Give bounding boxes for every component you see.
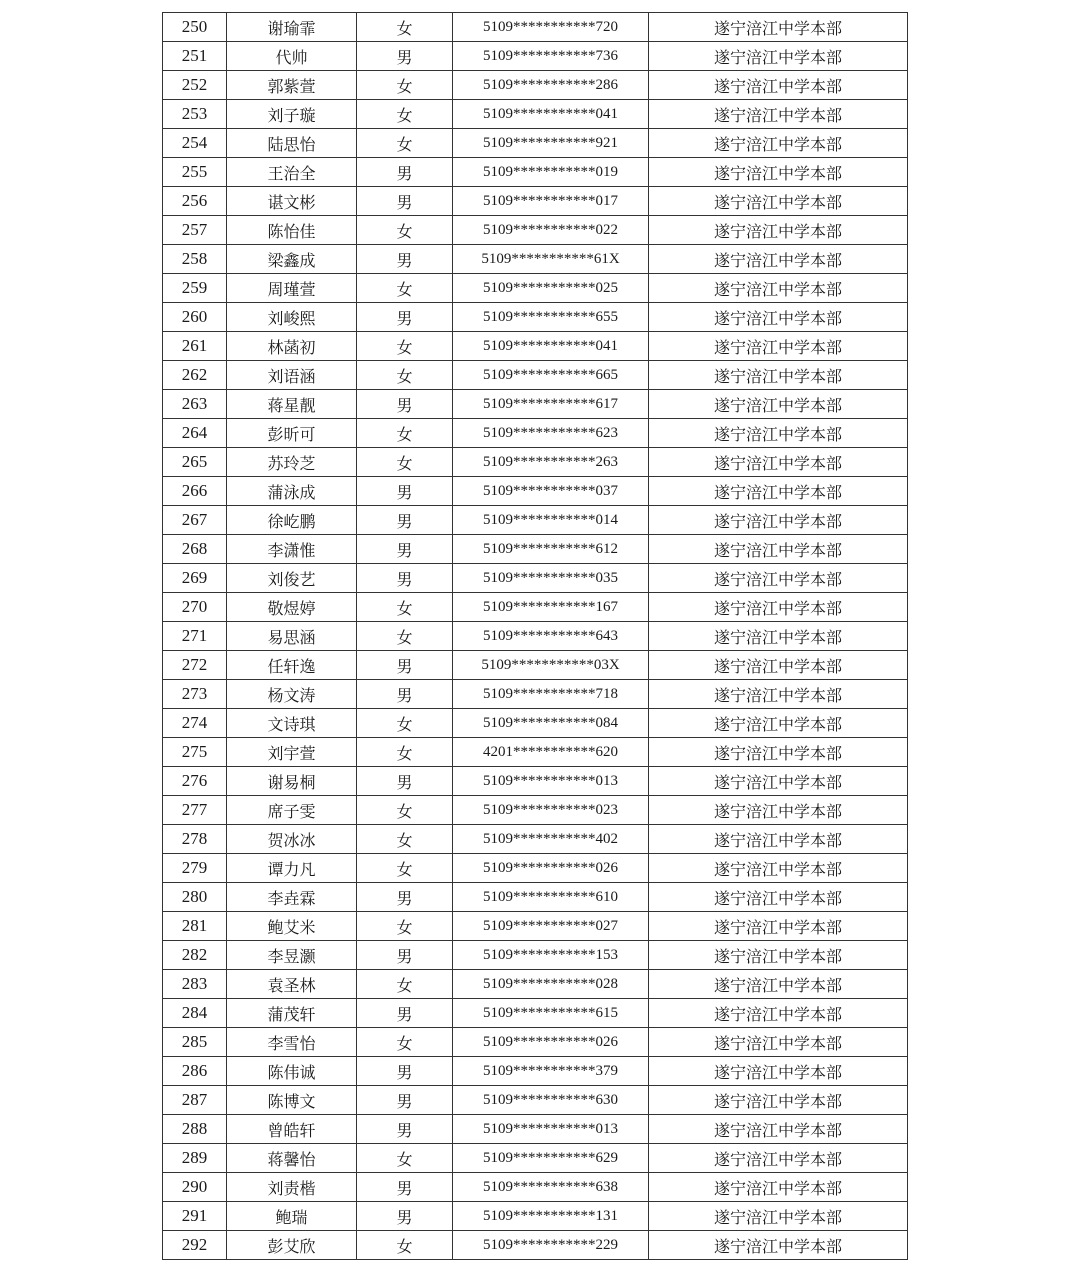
student-gender: 女 bbox=[357, 13, 453, 42]
table-row bbox=[163, 564, 908, 593]
row-number: 251 bbox=[163, 42, 227, 71]
table-row bbox=[163, 593, 908, 622]
student-name: 彭昕可 bbox=[227, 419, 357, 448]
student-name: 刘责楷 bbox=[227, 1173, 357, 1202]
student-id-number: 5109***********629 bbox=[453, 1144, 649, 1173]
student-school: 遂宁涪江中学本部 bbox=[649, 999, 908, 1028]
student-id-number: 5109***********615 bbox=[453, 999, 649, 1028]
student-school: 遂宁涪江中学本部 bbox=[649, 970, 908, 999]
row-number: 250 bbox=[163, 13, 227, 42]
student-name: 袁圣林 bbox=[227, 970, 357, 999]
table-row bbox=[163, 129, 908, 158]
student-id-number: 5109***********025 bbox=[453, 274, 649, 303]
row-number: 281 bbox=[163, 912, 227, 941]
table-row bbox=[163, 883, 908, 912]
table-row bbox=[163, 1231, 908, 1260]
student-school: 遂宁涪江中学本部 bbox=[649, 622, 908, 651]
student-id-number: 5109***********229 bbox=[453, 1231, 649, 1260]
table-row bbox=[163, 216, 908, 245]
roster-body bbox=[163, 13, 908, 1260]
student-name: 陈怡佳 bbox=[227, 216, 357, 245]
row-number: 275 bbox=[163, 738, 227, 767]
row-number: 263 bbox=[163, 390, 227, 419]
student-id-number: 5109***********013 bbox=[453, 1115, 649, 1144]
student-name: 谌文彬 bbox=[227, 187, 357, 216]
student-school: 遂宁涪江中学本部 bbox=[649, 564, 908, 593]
row-number: 264 bbox=[163, 419, 227, 448]
row-number: 285 bbox=[163, 1028, 227, 1057]
student-name: 王治全 bbox=[227, 158, 357, 187]
student-name: 谢易桐 bbox=[227, 767, 357, 796]
row-number: 287 bbox=[163, 1086, 227, 1115]
student-id-number: 5109***********041 bbox=[453, 332, 649, 361]
student-gender: 男 bbox=[357, 390, 453, 419]
student-name: 李雪怡 bbox=[227, 1028, 357, 1057]
table-row bbox=[163, 796, 908, 825]
table-row bbox=[163, 1202, 908, 1231]
student-id-number: 5109***********026 bbox=[453, 1028, 649, 1057]
table-row bbox=[163, 1028, 908, 1057]
student-name: 鲍艾米 bbox=[227, 912, 357, 941]
student-name: 谢瑜霏 bbox=[227, 13, 357, 42]
student-id-number: 5109***********655 bbox=[453, 303, 649, 332]
student-school: 遂宁涪江中学本部 bbox=[649, 100, 908, 129]
student-school: 遂宁涪江中学本部 bbox=[649, 825, 908, 854]
student-name: 杨文涛 bbox=[227, 680, 357, 709]
student-gender: 男 bbox=[357, 245, 453, 274]
student-school: 遂宁涪江中学本部 bbox=[649, 651, 908, 680]
student-gender: 男 bbox=[357, 42, 453, 71]
student-id-number: 5109***********610 bbox=[453, 883, 649, 912]
student-gender: 男 bbox=[357, 651, 453, 680]
row-number: 279 bbox=[163, 854, 227, 883]
row-number: 259 bbox=[163, 274, 227, 303]
student-school: 遂宁涪江中学本部 bbox=[649, 506, 908, 535]
student-id-number: 4201***********620 bbox=[453, 738, 649, 767]
student-gender: 男 bbox=[357, 158, 453, 187]
student-id-number: 5109***********612 bbox=[453, 535, 649, 564]
student-gender: 男 bbox=[357, 1202, 453, 1231]
student-id-number: 5109***********023 bbox=[453, 796, 649, 825]
row-number: 255 bbox=[163, 158, 227, 187]
student-name: 蒲茂轩 bbox=[227, 999, 357, 1028]
student-name: 陆思怡 bbox=[227, 129, 357, 158]
row-number: 265 bbox=[163, 448, 227, 477]
student-name: 刘语涵 bbox=[227, 361, 357, 390]
student-school: 遂宁涪江中学本部 bbox=[649, 274, 908, 303]
student-id-number: 5109***********638 bbox=[453, 1173, 649, 1202]
student-name: 任轩逸 bbox=[227, 651, 357, 680]
table-row bbox=[163, 535, 908, 564]
student-school: 遂宁涪江中学本部 bbox=[649, 129, 908, 158]
student-name: 李潇惟 bbox=[227, 535, 357, 564]
student-id-number: 5109***********037 bbox=[453, 477, 649, 506]
student-gender: 女 bbox=[357, 593, 453, 622]
student-id-number: 5109***********03X bbox=[453, 651, 649, 680]
table-row bbox=[163, 651, 908, 680]
row-number: 256 bbox=[163, 187, 227, 216]
table-row bbox=[163, 303, 908, 332]
student-school: 遂宁涪江中学本部 bbox=[649, 709, 908, 738]
student-gender: 男 bbox=[357, 1173, 453, 1202]
row-number: 257 bbox=[163, 216, 227, 245]
student-id-number: 5109***********022 bbox=[453, 216, 649, 245]
table-row bbox=[163, 1173, 908, 1202]
student-name: 鲍瑞 bbox=[227, 1202, 357, 1231]
student-school: 遂宁涪江中学本部 bbox=[649, 13, 908, 42]
student-id-number: 5109***********286 bbox=[453, 71, 649, 100]
row-number: 271 bbox=[163, 622, 227, 651]
table-row bbox=[163, 361, 908, 390]
student-name: 蒲泳成 bbox=[227, 477, 357, 506]
table-row bbox=[163, 912, 908, 941]
student-name: 彭艾欣 bbox=[227, 1231, 357, 1260]
student-name: 敬煜婷 bbox=[227, 593, 357, 622]
table-row bbox=[163, 622, 908, 651]
table-row bbox=[163, 71, 908, 100]
student-name: 郭紫萱 bbox=[227, 71, 357, 100]
student-school: 遂宁涪江中学本部 bbox=[649, 361, 908, 390]
student-school: 遂宁涪江中学本部 bbox=[649, 941, 908, 970]
row-number: 268 bbox=[163, 535, 227, 564]
student-gender: 男 bbox=[357, 564, 453, 593]
student-school: 遂宁涪江中学本部 bbox=[649, 245, 908, 274]
table-row bbox=[163, 42, 908, 71]
student-id-number: 5109***********014 bbox=[453, 506, 649, 535]
table-row bbox=[163, 970, 908, 999]
table-row bbox=[163, 419, 908, 448]
student-gender: 女 bbox=[357, 912, 453, 941]
student-name: 李垚霖 bbox=[227, 883, 357, 912]
row-number: 278 bbox=[163, 825, 227, 854]
student-id-number: 5109***********041 bbox=[453, 100, 649, 129]
row-number: 269 bbox=[163, 564, 227, 593]
student-id-number: 5109***********665 bbox=[453, 361, 649, 390]
student-school: 遂宁涪江中学本部 bbox=[649, 738, 908, 767]
student-gender: 女 bbox=[357, 796, 453, 825]
row-number: 262 bbox=[163, 361, 227, 390]
student-school: 遂宁涪江中学本部 bbox=[649, 390, 908, 419]
student-school: 遂宁涪江中学本部 bbox=[649, 1115, 908, 1144]
student-gender: 女 bbox=[357, 709, 453, 738]
table-row bbox=[163, 1086, 908, 1115]
student-school: 遂宁涪江中学本部 bbox=[649, 1086, 908, 1115]
student-gender: 男 bbox=[357, 1086, 453, 1115]
student-name: 梁鑫成 bbox=[227, 245, 357, 274]
student-id-number: 5109***********720 bbox=[453, 13, 649, 42]
student-gender: 男 bbox=[357, 187, 453, 216]
student-id-number: 5109***********017 bbox=[453, 187, 649, 216]
student-gender: 女 bbox=[357, 970, 453, 999]
student-name: 贺冰冰 bbox=[227, 825, 357, 854]
student-name: 苏玲芝 bbox=[227, 448, 357, 477]
row-number: 274 bbox=[163, 709, 227, 738]
student-gender: 男 bbox=[357, 680, 453, 709]
student-school: 遂宁涪江中学本部 bbox=[649, 419, 908, 448]
student-school: 遂宁涪江中学本部 bbox=[649, 477, 908, 506]
student-name: 易思涵 bbox=[227, 622, 357, 651]
student-id-number: 5109***********379 bbox=[453, 1057, 649, 1086]
student-gender: 女 bbox=[357, 825, 453, 854]
table-row bbox=[163, 506, 908, 535]
table-row bbox=[163, 158, 908, 187]
student-id-number: 5109***********263 bbox=[453, 448, 649, 477]
student-name: 蒋馨怡 bbox=[227, 1144, 357, 1173]
row-number: 289 bbox=[163, 1144, 227, 1173]
table-row bbox=[163, 13, 908, 42]
student-gender: 女 bbox=[357, 622, 453, 651]
student-gender: 男 bbox=[357, 535, 453, 564]
student-roster-table bbox=[162, 12, 908, 1260]
student-gender: 女 bbox=[357, 1231, 453, 1260]
student-id-number: 5109***********623 bbox=[453, 419, 649, 448]
student-gender: 女 bbox=[357, 129, 453, 158]
student-id-number: 5109***********617 bbox=[453, 390, 649, 419]
student-id-number: 5109***********027 bbox=[453, 912, 649, 941]
student-school: 遂宁涪江中学本部 bbox=[649, 767, 908, 796]
row-number: 280 bbox=[163, 883, 227, 912]
student-gender: 女 bbox=[357, 100, 453, 129]
student-school: 遂宁涪江中学本部 bbox=[649, 680, 908, 709]
student-school: 遂宁涪江中学本部 bbox=[649, 216, 908, 245]
row-number: 270 bbox=[163, 593, 227, 622]
student-gender: 女 bbox=[357, 419, 453, 448]
row-number: 253 bbox=[163, 100, 227, 129]
student-school: 遂宁涪江中学本部 bbox=[649, 332, 908, 361]
table-row bbox=[163, 767, 908, 796]
table-row bbox=[163, 332, 908, 361]
student-school: 遂宁涪江中学本部 bbox=[649, 1057, 908, 1086]
table-row bbox=[163, 680, 908, 709]
table-row bbox=[163, 390, 908, 419]
student-id-number: 5109***********153 bbox=[453, 941, 649, 970]
student-id-number: 5109***********402 bbox=[453, 825, 649, 854]
student-id-number: 5109***********718 bbox=[453, 680, 649, 709]
row-number: 283 bbox=[163, 970, 227, 999]
table-row bbox=[163, 941, 908, 970]
row-number: 292 bbox=[163, 1231, 227, 1260]
row-number: 254 bbox=[163, 129, 227, 158]
student-school: 遂宁涪江中学本部 bbox=[649, 535, 908, 564]
student-gender: 女 bbox=[357, 216, 453, 245]
row-number: 267 bbox=[163, 506, 227, 535]
student-gender: 男 bbox=[357, 941, 453, 970]
table-row bbox=[163, 448, 908, 477]
student-name: 刘峻熙 bbox=[227, 303, 357, 332]
student-name: 林菡初 bbox=[227, 332, 357, 361]
student-gender: 男 bbox=[357, 303, 453, 332]
student-name: 曾皓轩 bbox=[227, 1115, 357, 1144]
student-gender: 男 bbox=[357, 999, 453, 1028]
table-row bbox=[163, 825, 908, 854]
table-row bbox=[163, 1057, 908, 1086]
student-id-number: 5109***********019 bbox=[453, 158, 649, 187]
table-row bbox=[163, 1115, 908, 1144]
student-id-number: 5109***********921 bbox=[453, 129, 649, 158]
student-gender: 女 bbox=[357, 332, 453, 361]
student-gender: 男 bbox=[357, 1115, 453, 1144]
row-number: 266 bbox=[163, 477, 227, 506]
table-row bbox=[163, 738, 908, 767]
student-school: 遂宁涪江中学本部 bbox=[649, 42, 908, 71]
student-name: 徐屹鹏 bbox=[227, 506, 357, 535]
row-number: 282 bbox=[163, 941, 227, 970]
row-number: 273 bbox=[163, 680, 227, 709]
student-name: 李昱灏 bbox=[227, 941, 357, 970]
student-name: 蒋星靓 bbox=[227, 390, 357, 419]
student-id-number: 5109***********643 bbox=[453, 622, 649, 651]
student-school: 遂宁涪江中学本部 bbox=[649, 1144, 908, 1173]
student-school: 遂宁涪江中学本部 bbox=[649, 854, 908, 883]
row-number: 260 bbox=[163, 303, 227, 332]
student-school: 遂宁涪江中学本部 bbox=[649, 912, 908, 941]
table-row bbox=[163, 100, 908, 129]
table-row bbox=[163, 187, 908, 216]
student-gender: 男 bbox=[357, 506, 453, 535]
student-gender: 女 bbox=[357, 1028, 453, 1057]
student-id-number: 5109***********736 bbox=[453, 42, 649, 71]
student-id-number: 5109***********167 bbox=[453, 593, 649, 622]
student-school: 遂宁涪江中学本部 bbox=[649, 1173, 908, 1202]
student-school: 遂宁涪江中学本部 bbox=[649, 796, 908, 825]
student-name: 刘子璇 bbox=[227, 100, 357, 129]
student-id-number: 5109***********035 bbox=[453, 564, 649, 593]
table-row bbox=[163, 477, 908, 506]
student-id-number: 5109***********61X bbox=[453, 245, 649, 274]
student-school: 遂宁涪江中学本部 bbox=[649, 187, 908, 216]
student-gender: 女 bbox=[357, 71, 453, 100]
student-id-number: 5109***********630 bbox=[453, 1086, 649, 1115]
student-school: 遂宁涪江中学本部 bbox=[649, 1028, 908, 1057]
student-gender: 女 bbox=[357, 854, 453, 883]
student-name: 陈博文 bbox=[227, 1086, 357, 1115]
student-school: 遂宁涪江中学本部 bbox=[649, 303, 908, 332]
table-row bbox=[163, 1144, 908, 1173]
student-name: 陈伟诚 bbox=[227, 1057, 357, 1086]
table-row bbox=[163, 245, 908, 274]
student-school: 遂宁涪江中学本部 bbox=[649, 1231, 908, 1260]
row-number: 286 bbox=[163, 1057, 227, 1086]
table-row bbox=[163, 854, 908, 883]
student-name: 刘俊艺 bbox=[227, 564, 357, 593]
row-number: 288 bbox=[163, 1115, 227, 1144]
student-name: 谭力凡 bbox=[227, 854, 357, 883]
student-name: 席子雯 bbox=[227, 796, 357, 825]
student-gender: 女 bbox=[357, 738, 453, 767]
table-row bbox=[163, 274, 908, 303]
student-school: 遂宁涪江中学本部 bbox=[649, 593, 908, 622]
table-row bbox=[163, 999, 908, 1028]
row-number: 284 bbox=[163, 999, 227, 1028]
student-gender: 男 bbox=[357, 477, 453, 506]
student-gender: 女 bbox=[357, 274, 453, 303]
row-number: 261 bbox=[163, 332, 227, 361]
row-number: 277 bbox=[163, 796, 227, 825]
student-gender: 男 bbox=[357, 883, 453, 912]
student-name: 周瑾萱 bbox=[227, 274, 357, 303]
student-school: 遂宁涪江中学本部 bbox=[649, 883, 908, 912]
student-school: 遂宁涪江中学本部 bbox=[649, 71, 908, 100]
student-id-number: 5109***********013 bbox=[453, 767, 649, 796]
student-name: 文诗琪 bbox=[227, 709, 357, 738]
student-gender: 女 bbox=[357, 448, 453, 477]
row-number: 272 bbox=[163, 651, 227, 680]
student-school: 遂宁涪江中学本部 bbox=[649, 1202, 908, 1231]
student-gender: 男 bbox=[357, 1057, 453, 1086]
student-name: 代帅 bbox=[227, 42, 357, 71]
student-gender: 男 bbox=[357, 767, 453, 796]
student-school: 遂宁涪江中学本部 bbox=[649, 448, 908, 477]
row-number: 291 bbox=[163, 1202, 227, 1231]
student-gender: 女 bbox=[357, 1144, 453, 1173]
row-number: 258 bbox=[163, 245, 227, 274]
student-gender: 女 bbox=[357, 361, 453, 390]
student-id-number: 5109***********131 bbox=[453, 1202, 649, 1231]
student-id-number: 5109***********028 bbox=[453, 970, 649, 999]
student-id-number: 5109***********084 bbox=[453, 709, 649, 738]
student-id-number: 5109***********026 bbox=[453, 854, 649, 883]
student-name: 刘宇萱 bbox=[227, 738, 357, 767]
table-row bbox=[163, 709, 908, 738]
student-school: 遂宁涪江中学本部 bbox=[649, 158, 908, 187]
row-number: 252 bbox=[163, 71, 227, 100]
row-number: 290 bbox=[163, 1173, 227, 1202]
row-number: 276 bbox=[163, 767, 227, 796]
